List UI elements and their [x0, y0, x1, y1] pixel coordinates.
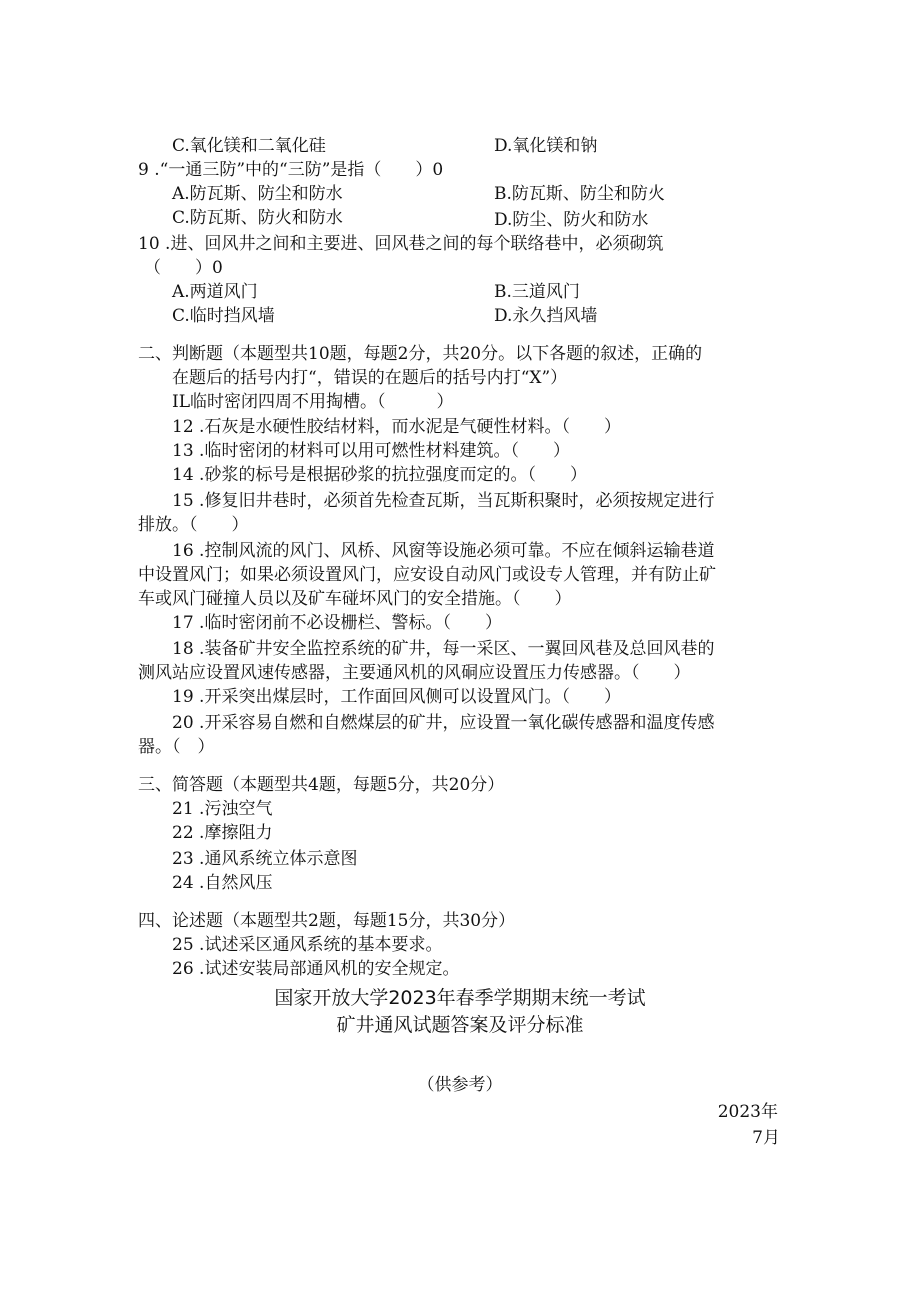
- q10-stem-cont: （ ）0: [144, 258, 223, 278]
- q20-line2: 器。（ ）: [138, 737, 215, 757]
- answer-key-subtitle: 矿井通风试题答案及评分标准: [336, 1014, 584, 1036]
- q25: 25 .试述采区通风系统的基本要求。: [172, 935, 443, 955]
- q21: 21 .污浊空气: [172, 799, 273, 819]
- q12: 12 .石灰是水硬性胶结材料，而水泥是气硬性材料。（ ）: [172, 417, 621, 437]
- q10-option-b: B.三道风门: [494, 282, 580, 302]
- date-year: 2023年: [717, 1102, 778, 1122]
- q10-option-d: D.永久挡风墙: [494, 306, 598, 326]
- q15-line1: 15 .修复旧井巷时，必须首先检查瓦斯，当瓦斯积聚时，必须按规定进行: [172, 491, 715, 511]
- q16-line2: 中设置风门；如果必须设置风门，应安设自动风门或设专人管理，并有防止矿: [138, 565, 716, 585]
- q8-option-d: D.氧化镁和钠: [494, 136, 598, 156]
- q17: 17 .临时密闭前不必设栅栏、警标。（ ）: [172, 613, 502, 633]
- q16-line1: 16 .控制风流的风门、风桥、风窗等设施必须可靠。不应在倾斜运输巷道: [172, 541, 715, 561]
- q9-option-d: D.防尘、防火和防水: [494, 210, 649, 230]
- q11: IL临时密闭四周不用掏槽。（ ）: [172, 392, 454, 412]
- answer-key-title: 国家开放大学2023年春季学期期末统一考试: [274, 987, 646, 1009]
- short-answer-section-header: 三、简答题（本题型共4题，每题5分，共20分）: [138, 775, 505, 795]
- q8-option-c: C.氧化镁和二氧化硅: [172, 136, 326, 156]
- q18-line1: 18 .装备矿井安全监控系统的矿井，每一采区、一翼回风巷及总回风巷的: [172, 639, 715, 659]
- reference-note: （供参考）: [417, 1075, 503, 1095]
- q20-line1: 20 .开采容易自燃和自燃煤层的矿井，应设置一氧化碳传感器和温度传感: [172, 713, 715, 733]
- q26: 26 .试述安装局部通风机的安全规定。: [172, 959, 460, 979]
- q14: 14 .砂浆的标号是根据砂浆的抗拉强度而定的。（ ）: [172, 465, 587, 485]
- q13: 13 .临时密闭的材料可以用可燃性材料建筑。（ ）: [172, 441, 570, 461]
- q10-stem: 10 .进、回风井之间和主要进、回风巷之间的每个联络巷中，必须砌筑: [138, 234, 664, 254]
- q9-option-b: B.防瓦斯、防尘和防火: [494, 184, 665, 204]
- q9-option-a: A.防瓦斯、防尘和防水: [172, 184, 343, 204]
- q9-stem: 9 .“一通三防”中的“三防”是指（ ）0: [138, 160, 444, 180]
- q22: 22 .摩擦阻力: [172, 823, 273, 843]
- q19: 19 .开采突出煤层时，工作面回风侧可以设置风门。（ ）: [172, 687, 621, 707]
- q10-option-a: A.两道风门: [172, 282, 258, 302]
- q15-line2: 排放。（ ）: [138, 515, 249, 535]
- q9-option-c: C.防瓦斯、防火和防水: [172, 208, 343, 228]
- judge-section-header: 二、判断题（本题型共10题，每题2分，共20分。以下各题的叙述，正确的: [138, 344, 703, 364]
- q24: 24 .自然风压: [172, 873, 273, 893]
- q23: 23 .通风系统立体示意图: [172, 849, 358, 869]
- q16-line3: 车或风门碰撞人员以及矿车碰坏风门的安全措施。（ ）: [138, 589, 572, 609]
- essay-section-header: 四、论述题（本题型共2题，每题15分，共30分）: [138, 911, 516, 931]
- date-month: 7月: [752, 1128, 780, 1148]
- q10-option-c: C.临时挡风墙: [172, 306, 275, 326]
- judge-section-instructions: 在题后的括号内打“，错误的在题后的括号内打“X”）: [172, 368, 568, 388]
- q18-line2: 测风站应设置风速传感器，主要通风机的风硐应设置压力传感器。（ ）: [138, 663, 691, 683]
